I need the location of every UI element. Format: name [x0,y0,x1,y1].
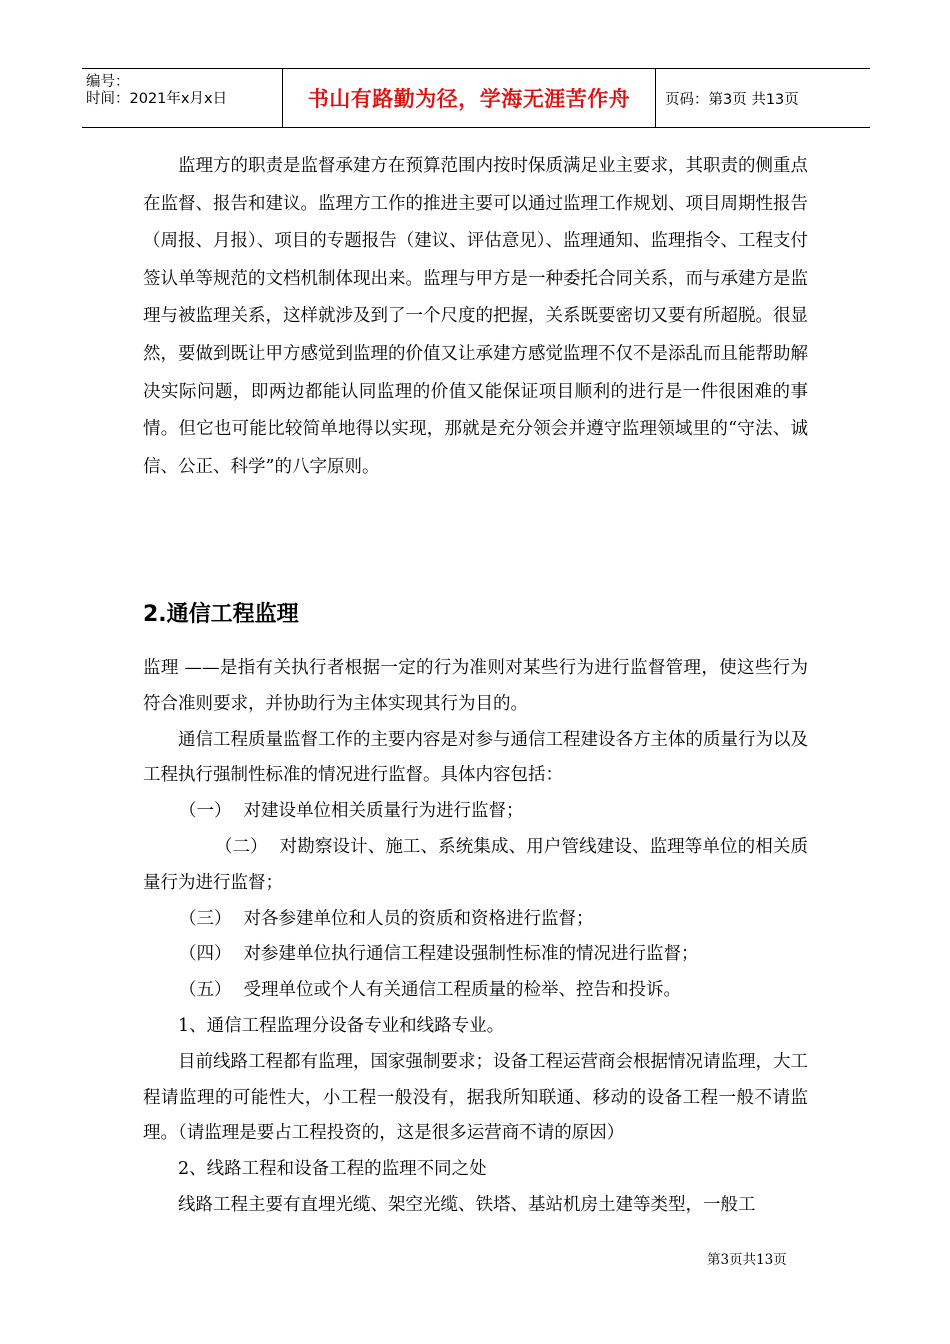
intro-paragraph: 监理方的职责是监督承建方在预算范围内按时保质满足业主要求，其职责的侧重点在监督、报告和建议。监理方工作的推进主要可以通过监理工作规划、项目周期性报告（周报、月报）、项目的专题报告（建议、评估意见）、监理通知、监理指令、工程支付签认单等规范的文档机制体现出来。监理与甲方是一种委托合同关系，而与承建方是监理与被监理关系，这样就涉及到了一个尺度的把握，关系既要密切又要有所超脱。很显然，要做到既让甲方感觉到监理的价值又让承建方感觉监理不仅不是添乱而且能帮助解决实际问题，即两边都能认同监理的价值又能保证项目顺利的进行是一件很困难的事情。但它也可能比较简单地得以实现，那就是充分领会并遵守监理领域里的“守法、诚信、公正、科学”的八字原则。 [143,156,808,477]
header-meta [82,69,282,127]
header-page-label: 页码：第3页 共13页 [665,91,799,108]
point1-body: 目前线路工程都有监理，国家强制要求；设备工程运营商会根据情况请监理，大工程请监理的可能性大，小工程一般没有，据我所知联通、移动的设备工程一般不请监理。（请监理是要占工程投资的，这是很多运营商不请的原因） [143,1051,808,1144]
list-item [143,973,808,1009]
list-item-number: （五） [179,980,232,1001]
list-item-number: （三） [179,908,232,929]
point2-body: 线路工程主要有直埋光缆、架空光缆、铁塔、基站机房土建等类型，一般工 [178,1194,756,1215]
definition-paragraph: 监理 ——是指有关执行者根据一定的行为准则对某些行为进行监督管理，使这些行为符合准则要求，并协助行为主体实现其行为目的。 [143,658,808,714]
list-item-number: （二） [215,836,268,857]
point2-title: 2、线路工程和设备工程的监理不同之处 [178,1159,487,1180]
list-item [143,902,808,938]
section-body [143,651,808,1224]
doc-code-label: 编号： [86,74,130,90]
list-item-number: （四） [179,944,232,965]
list-item-text: 受理单位或个人有关通信工程质量的检举、控告和投诉。 [243,980,681,1001]
list-item-text: 对勘察设计、施工、系统集成、用户管线建设、监理等单位的相关质量行为进行监督； [143,836,808,893]
list-item [143,794,808,830]
list-item [143,937,808,973]
main-content-paragraph: 通信工程质量监督工作的主要内容是对参与通信工程建设各方主体的质量行为以及工程执行强制性标准的情况进行监督。具体内容包括： [143,729,808,786]
list-item [143,830,808,902]
list-item-text: 对建设单位相关质量行为进行监督； [243,801,524,822]
header-motto: 书山有路勤为径，学海无涯苦作舟 [282,69,656,127]
point1-title: 1、通信工程监理分设备专业和线路专业。 [178,1015,505,1036]
page-header [82,68,870,128]
section-heading: 2.通信工程监理 [143,602,299,627]
list-item-text: 对参建单位执行通信工程建设强制性标准的情况进行监督； [243,944,699,965]
doc-time-label: 时间：2021年x月x日 [86,91,228,107]
page-footer: 第3页共13页 [707,1252,787,1268]
list-item-text: 对各参建单位和人员的资质和资格进行监督； [243,908,594,929]
intro-section [143,148,808,486]
list-item-number: （一） [179,801,232,822]
